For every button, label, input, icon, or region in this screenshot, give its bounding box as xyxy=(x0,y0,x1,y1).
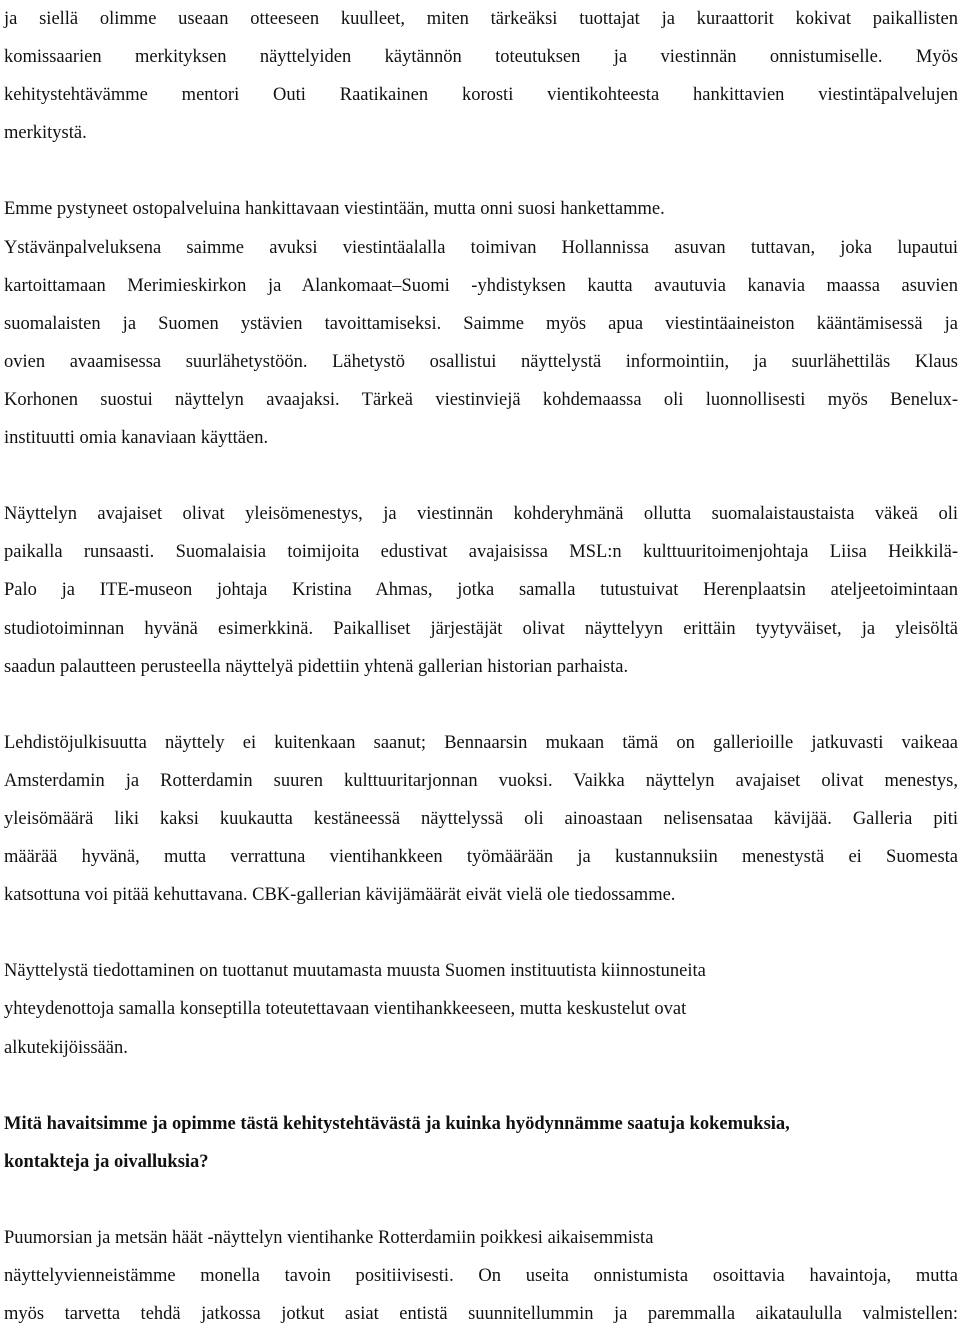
paragraph-gap xyxy=(4,1067,958,1105)
text-line: Puumorsian ja metsän häät -näyttelyn vientihanke Rotterdamiin poikkesi aikaisemmista xyxy=(4,1228,654,1248)
text-line: yhteydenottoja samalla konseptilla toteutettavaan vientihankkeeseen, mutta keskustelut ovat xyxy=(4,999,687,1020)
text-line: Näyttelyn avajaiset olivat yleisömenestys, ja viestinnän kohderyhmänä ollutta suomalaistaustaista väkeä oli xyxy=(4,504,958,525)
text-line: merkitystä. xyxy=(4,123,87,144)
text-line: studiotoiminnan hyvänä esimerkkinä. Paikalliset järjestäjät olivat näyttelyyn erittäin tyytyväiset, ja yleisöltä xyxy=(4,618,958,639)
text-line: myös tarvetta tehdä jatkossa jotkut asiat entistä suunnitellummin ja paremmalla aikataululla valmistellen: xyxy=(4,1304,958,1325)
text-line: yleisömäärä liki kaksi kuukautta kestäneessä näyttelyssä oli ainoastaan nelisensataa kävijää. Galleria piti xyxy=(4,808,958,829)
text-line: suomalaisten ja Suomen ystävien tavoittamiseksi. Saimme myös apua viestintäaineiston kääntämisessä ja xyxy=(4,313,958,334)
text-line: ovien avaamisessa suurlähetystöön. Lähetystö osallistui näyttelystä informointiin, ja suurlähettiläs Klaus xyxy=(4,351,958,372)
paragraph xyxy=(4,0,958,152)
text-line: Ystävänpalveluksena saimme avuksi viestintäalalla toimivan Hollannissa asuvan tuttavan, joka lupautui xyxy=(4,237,958,258)
text-line: Näyttelystä tiedottaminen on tuottanut muutamasta muusta Suomen instituutista kiinnostuneita xyxy=(4,961,706,982)
paragraph-gap xyxy=(4,1181,958,1219)
text-line: alkutekijöissään. xyxy=(4,1037,128,1058)
text-line: paikalla runsaasti. Suomalaisia toimijoita edustivat avajaisissa MSL:n kulttuuritoimenjohtaja Liisa Heikkilä- xyxy=(4,542,958,563)
paragraph xyxy=(4,495,958,685)
paragraph xyxy=(4,952,958,1066)
text-line: kehitystehtävämme mentori Outi Raatikainen korosti vientikohteesta hankittavien viestintäpalvelujen xyxy=(4,85,958,106)
paragraph-gap xyxy=(4,686,958,724)
paragraph-gap xyxy=(4,457,958,495)
section-heading xyxy=(4,1105,958,1181)
paragraph xyxy=(4,1219,958,1333)
paragraph-gap xyxy=(4,914,958,952)
text-line: näyttelyvienneistämme monella tavoin positiivisesti. On useita onnistumista osoittavia havaintoja, mutta xyxy=(4,1266,958,1287)
text-line: ja siellä olimme useaan otteeseen kuulleet, miten tärkeäksi tuottajat ja kuraattorit kokivat paikallisten xyxy=(4,9,958,29)
text-line: Lehdistöjulkisuutta näyttely ei kuitenkaan saanut; Bennaarsin mukaan tämä on gallerioille jatkuvasti vaikeaa xyxy=(4,732,958,753)
heading-line: Mitä havaitsimme ja opimme tästä kehitystehtävästä ja kuinka hyödynnämme saatuja kokemuksia, xyxy=(4,1113,790,1134)
text-line: määrää hyvänä, mutta verrattuna vientihankkeen työmäärään ja kustannuksiin menestystä ei Suomesta xyxy=(4,847,958,868)
text-line: Emme pystyneet ostopalveluina hankittavaan viestintään, mutta onni suosi hankettamme. xyxy=(4,199,665,220)
text-line: Korhonen suostui näyttelyn avaajaksi. Tärkeä viestinviejä kohdemaassa oli luonnollisesti myös Benelux- xyxy=(4,389,958,410)
text-line: instituutti omia kanaviaan käyttäen. xyxy=(4,428,269,449)
text-line: katsottuna voi pitää kehuttavana. CBK-gallerian kävijämäärät eivät vielä ole tiedossamme. xyxy=(4,885,676,906)
text-line: Palo ja ITE-museon johtaja Kristina Ahmas, jotka samalla tutustuivat Herenplaatsin ateljeetoimintaan xyxy=(4,580,958,601)
document-page xyxy=(4,0,958,1333)
text-line: Amsterdamin ja Rotterdamin suuren kulttuuritarjonnan vuoksi. Vaikka näyttelyn avajaiset olivat menestys, xyxy=(4,770,958,791)
paragraph-gap xyxy=(4,152,958,190)
paragraph xyxy=(4,190,958,457)
text-line: kartoittamaan Merimieskirkon ja Alankomaat–Suomi -yhdistyksen kautta avautuvia kanavia maassa asuvien xyxy=(4,275,958,296)
paragraph xyxy=(4,724,958,914)
text-line: komissaarien merkityksen näyttelyiden käytännön toteutuksen ja viestinnän onnistumiselle. Myös xyxy=(4,47,958,68)
text-line: saadun palautteen perusteella näyttelyä pidettiin yhtenä gallerian historian parhaista. xyxy=(4,656,629,677)
heading-line: kontakteja ja oivalluksia? xyxy=(4,1151,209,1172)
